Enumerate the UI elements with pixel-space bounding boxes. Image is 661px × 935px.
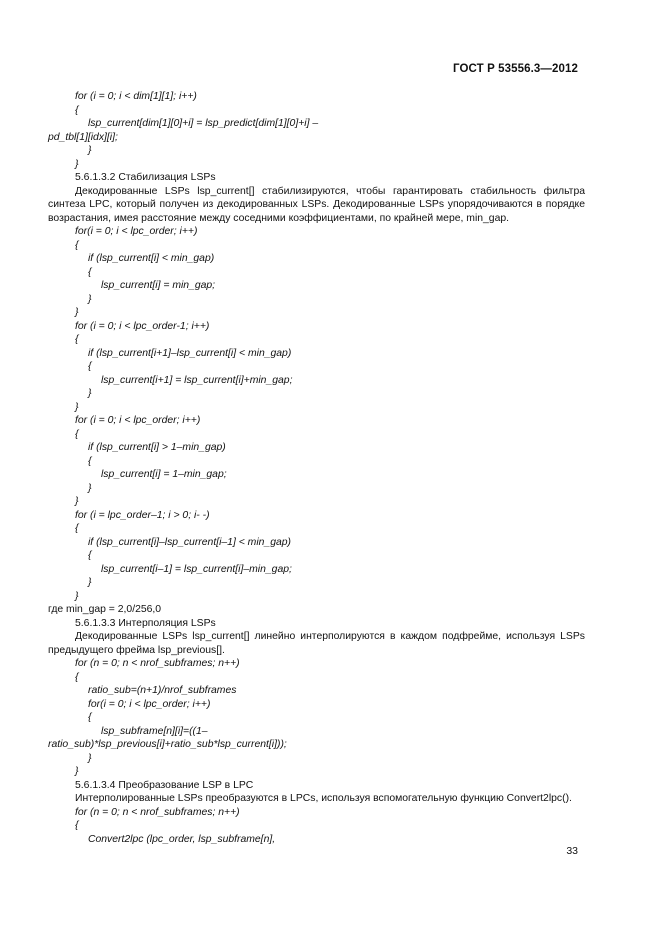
paragraph: Декодированные LSPs lsp_current[] линейно интерполируются в каждом подфрейме, используя LSPs предыдущего фрейма lsp_previous[].	[48, 631, 585, 656]
paragraph: Интерполированные LSPs преобразуются в LPCs, используя вспомогательную функцию Convert2lpc().	[75, 793, 572, 804]
code-line: {	[75, 820, 79, 831]
code-line: {	[75, 239, 79, 251]
code-line: {	[75, 523, 79, 534]
code-line: }	[88, 752, 92, 764]
section-heading: 5.6.1.3.4 Преобразование LSP в LPC	[75, 779, 254, 791]
paragraph: Декодированные LSPs lsp_current[] стабилизируются, чтобы гарантировать стабильность фильтра синтеза LPC, который получен из декодированных LSPs. Декодированные LSPs упорядочиваются в порядке возрастания, имея расстояние между соседними коэффициентами, по крайней мере, min_gap.	[48, 185, 585, 224]
code-line: ratio_sub)*lsp_previous[i]+ratio_sub*lsp_current[i]));	[48, 739, 287, 750]
code-line: lsp_current[dim[1][0]+i] = lsp_predict[dim[1][0]+i] –	[88, 118, 319, 129]
code-line: }	[75, 158, 79, 170]
code-line: lsp_current[i–1] = lsp_current[i]–min_gap;	[101, 563, 292, 575]
code-line: {	[75, 671, 79, 683]
document-code: ГОСТ Р 53556.3—2012	[453, 63, 578, 75]
code-line: {	[88, 361, 92, 372]
code-line: for (i = lpc_order–1; i > 0; i- -)	[75, 509, 210, 521]
code-line: if (lsp_current[i+1]–lsp_current[i] < min_gap)	[88, 347, 292, 359]
code-line: }	[75, 307, 79, 318]
code-line: }	[75, 401, 79, 413]
code-line: }	[88, 145, 92, 156]
section-heading: 5.6.1.3.3 Интерполяция LSPs	[75, 617, 216, 629]
section-heading: 5.6.1.3.2 Стабилизация LSPs	[75, 172, 216, 183]
code-line: ratio_sub=(n+1)/nrof_subframes	[88, 685, 237, 696]
code-line: for (i = 0; i < lpc_order; i++)	[75, 415, 201, 426]
code-line: }	[75, 590, 79, 602]
code-line: Convert2lpc (lpc_order, lsp_subframe[n],	[88, 833, 276, 845]
page-number: 33	[566, 845, 578, 857]
page-content	[48, 90, 585, 846]
code-line: }	[88, 388, 92, 399]
code-line: if (lsp_current[i]–lsp_current[i–1] < min_gap)	[88, 536, 292, 548]
code-line: }	[75, 496, 79, 507]
code-line: {	[75, 104, 79, 116]
code-line: for (n = 0; n < nrof_subframes; n++)	[75, 806, 240, 818]
code-line: }	[88, 577, 92, 588]
code-line: }	[88, 482, 92, 494]
code-line: pd_tbl[1][idx][i];	[48, 131, 118, 143]
code-line: {	[75, 428, 79, 440]
code-line: {	[88, 712, 92, 723]
code-line: lsp_current[i+1] = lsp_current[i]+min_gap;	[101, 374, 293, 386]
code-line: }	[75, 766, 79, 777]
code-line: if (lsp_current[i] < min_gap)	[88, 253, 215, 264]
code-line: }	[88, 293, 92, 305]
code-line: lsp_current[i] = 1–min_gap;	[101, 469, 227, 480]
code-line: lsp_subframe[n][i]=((1–	[101, 725, 208, 737]
code-line: for(i = 0; i < lpc_order; i++)	[75, 226, 198, 237]
code-line: for(i = 0; i < lpc_order; i++)	[88, 698, 211, 710]
code-line: for (i = 0; i < dim[1][1]; i++)	[75, 91, 197, 102]
code-line: for (i = 0; i < lpc_order-1; i++)	[75, 320, 210, 332]
code-line: lsp_current[i] = min_gap;	[101, 280, 216, 291]
code-line: {	[75, 334, 79, 345]
code-line: {	[88, 550, 92, 561]
definition-line: где min_gap = 2,0/256,0	[48, 604, 162, 615]
code-line: {	[88, 455, 92, 467]
code-line: {	[88, 266, 92, 278]
code-line: if (lsp_current[i] > 1–min_gap)	[88, 442, 226, 453]
code-line: for (n = 0; n < nrof_subframes; n++)	[75, 658, 240, 669]
